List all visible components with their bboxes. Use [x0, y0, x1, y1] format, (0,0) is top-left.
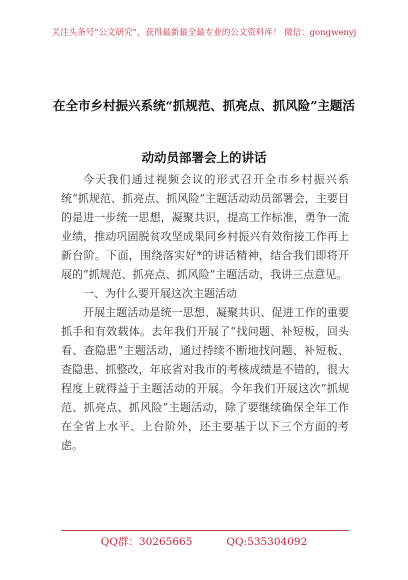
body-paragraph-1: 今天我们通过视频会议的形式召开全市乡村振兴系统“抓规范、抓亮点、抓风险”主题活动动员部署会，主要目的是进一步统一思想，凝聚共识，提高工作标准，勇争一流业绩，推动巩固脱贫攻坚成果同乡村振兴有效衔接工作再上新台阶。下面，围绕落实好*的讲话精神，结合我们即将开展的“抓规范、抓亮点、抓风险”主题活动，我讲三点意见。	[61, 173, 349, 281]
footer-divider	[61, 530, 349, 531]
footer-qq-group: QQ群：30265665	[100, 536, 193, 548]
section-heading-1: 一、为什么要开展这次主题活动	[83, 287, 237, 300]
body-paragraph-2: 开展主题活动是统一思想、凝聚共识、促进工作的重要抓手和有效载体。去年我们开展了“找问题、补短板，回头看、查隐患”主题活动，通过持续不断地找问题、补短板、查隐患、抓整改，年底省对我市的考核成绩是不错的，很大程度上就得益于主题活动的开展。今年我们开展这次“抓规范、抓亮点、抓风险”主题活动，除了要继续确保全年工作在全省上水平、上台阶外，还主要基于以下三个方面的考虑。	[61, 306, 349, 452]
footer-qq: QQ:535304092	[226, 536, 308, 548]
document-title-line-2: 动动员部署会上的讲话	[141, 150, 267, 165]
document-body	[61, 170, 349, 455]
document-title-line-1: 在全市乡村振兴系统“抓规范、抓亮点、抓风险”主题活	[53, 98, 355, 113]
header-banner: 关注头条号“公文研究”，获得最新最全最专业的公文资料库！ 微信：gongwenyj	[51, 28, 357, 38]
footer-contact	[0, 534, 408, 549]
